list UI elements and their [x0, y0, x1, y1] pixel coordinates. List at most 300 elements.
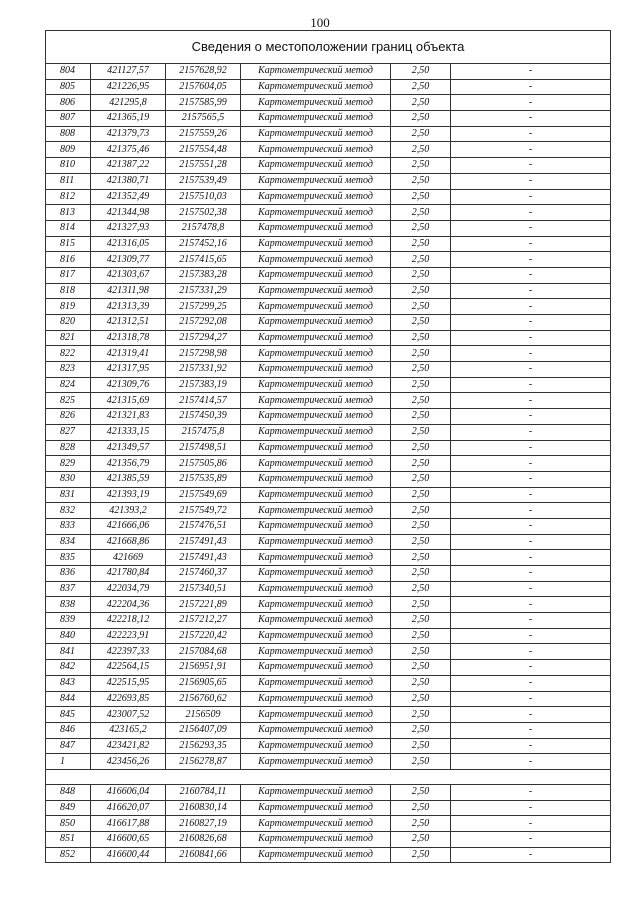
accuracy-cell: 2,50 — [391, 315, 451, 331]
table-row — [46, 126, 611, 142]
method-cell: Картометрический метод — [241, 581, 391, 597]
y-coordinate-cell: 2157383,19 — [166, 377, 241, 393]
description-cell: - — [451, 362, 611, 378]
accuracy-cell: 2,50 — [391, 707, 451, 723]
description-cell: - — [451, 299, 611, 315]
table-row — [46, 456, 611, 472]
method-cell: Картометрический метод — [241, 456, 391, 472]
description-cell: - — [451, 158, 611, 174]
accuracy-cell: 2,50 — [391, 613, 451, 629]
point-number-cell: 818 — [46, 283, 91, 299]
table-row — [46, 832, 611, 848]
description-cell: - — [451, 675, 611, 691]
description-cell: - — [451, 738, 611, 754]
description-cell: - — [451, 784, 611, 800]
description-cell: - — [451, 816, 611, 832]
point-number-cell: 852 — [46, 847, 91, 863]
description-cell: - — [451, 518, 611, 534]
accuracy-cell: 2,50 — [391, 754, 451, 770]
description-cell: - — [451, 832, 611, 848]
method-cell: Картометрический метод — [241, 142, 391, 158]
table-row — [46, 189, 611, 205]
y-coordinate-cell: 2157549,69 — [166, 487, 241, 503]
point-number-cell: 843 — [46, 675, 91, 691]
description-cell: - — [451, 409, 611, 425]
x-coordinate-cell: 421317,95 — [91, 362, 166, 378]
x-coordinate-cell: 421666,06 — [91, 518, 166, 534]
point-number-cell: 836 — [46, 566, 91, 582]
table-row — [46, 566, 611, 582]
table-row — [46, 252, 611, 268]
point-number-cell: 821 — [46, 330, 91, 346]
accuracy-cell: 2,50 — [391, 738, 451, 754]
accuracy-cell: 2,50 — [391, 581, 451, 597]
table-row — [46, 393, 611, 409]
x-coordinate-cell: 421312,51 — [91, 315, 166, 331]
x-coordinate-cell: 421387,22 — [91, 158, 166, 174]
x-coordinate-cell: 421365,19 — [91, 111, 166, 127]
point-number-cell: 839 — [46, 613, 91, 629]
table-row — [46, 487, 611, 503]
y-coordinate-cell: 2157452,16 — [166, 236, 241, 252]
accuracy-cell: 2,50 — [391, 64, 451, 80]
x-coordinate-cell: 421379,73 — [91, 126, 166, 142]
method-cell: Картометрический метод — [241, 267, 391, 283]
x-coordinate-cell: 422693,85 — [91, 691, 166, 707]
accuracy-cell: 2,50 — [391, 784, 451, 800]
point-number-cell: 842 — [46, 660, 91, 676]
accuracy-cell: 2,50 — [391, 267, 451, 283]
x-coordinate-cell: 421321,83 — [91, 409, 166, 425]
x-coordinate-cell: 421318,78 — [91, 330, 166, 346]
y-coordinate-cell: 2157505,86 — [166, 456, 241, 472]
description-cell: - — [451, 236, 611, 252]
method-cell: Картометрический метод — [241, 784, 391, 800]
table-row — [46, 362, 611, 378]
y-coordinate-cell: 2157559,26 — [166, 126, 241, 142]
description-cell: - — [451, 283, 611, 299]
boundary-table-body — [46, 31, 611, 863]
description-cell: - — [451, 566, 611, 582]
accuracy-cell: 2,50 — [391, 550, 451, 566]
table-row — [46, 111, 611, 127]
point-number-cell: 820 — [46, 315, 91, 331]
x-coordinate-cell: 422034,79 — [91, 581, 166, 597]
x-coordinate-cell: 421313,39 — [91, 299, 166, 315]
accuracy-cell: 2,50 — [391, 79, 451, 95]
x-coordinate-cell: 421668,86 — [91, 534, 166, 550]
table-row — [46, 377, 611, 393]
x-coordinate-cell: 421309,77 — [91, 252, 166, 268]
point-number-cell: 817 — [46, 267, 91, 283]
accuracy-cell: 2,50 — [391, 205, 451, 221]
boundary-table-container — [45, 30, 610, 863]
description-cell: - — [451, 377, 611, 393]
table-row — [46, 800, 611, 816]
accuracy-cell: 2,50 — [391, 487, 451, 503]
x-coordinate-cell: 416617,88 — [91, 816, 166, 832]
description-cell: - — [451, 471, 611, 487]
y-coordinate-cell: 2157510,03 — [166, 189, 241, 205]
description-cell: - — [451, 597, 611, 613]
accuracy-cell: 2,50 — [391, 252, 451, 268]
x-coordinate-cell: 421375,46 — [91, 142, 166, 158]
y-coordinate-cell: 2157491,43 — [166, 534, 241, 550]
y-coordinate-cell: 2156407,09 — [166, 722, 241, 738]
y-coordinate-cell: 2156509 — [166, 707, 241, 723]
table-row — [46, 534, 611, 550]
y-coordinate-cell: 2157585,99 — [166, 95, 241, 111]
x-coordinate-cell: 416620,07 — [91, 800, 166, 816]
table-row — [46, 738, 611, 754]
method-cell: Картометрический метод — [241, 79, 391, 95]
x-coordinate-cell: 421327,93 — [91, 220, 166, 236]
point-number-cell: 806 — [46, 95, 91, 111]
accuracy-cell: 2,50 — [391, 628, 451, 644]
point-number-cell: 846 — [46, 722, 91, 738]
x-coordinate-cell: 421315,69 — [91, 393, 166, 409]
table-row — [46, 424, 611, 440]
point-number-cell: 804 — [46, 64, 91, 80]
accuracy-cell: 2,50 — [391, 362, 451, 378]
x-coordinate-cell: 422564,15 — [91, 660, 166, 676]
method-cell: Картометрический метод — [241, 503, 391, 519]
point-number-cell: 810 — [46, 158, 91, 174]
accuracy-cell: 2,50 — [391, 832, 451, 848]
table-row — [46, 628, 611, 644]
method-cell: Картометрический метод — [241, 597, 391, 613]
method-cell: Картометрический метод — [241, 158, 391, 174]
accuracy-cell: 2,50 — [391, 126, 451, 142]
description-cell: - — [451, 267, 611, 283]
description-cell: - — [451, 111, 611, 127]
x-coordinate-cell: 416600,44 — [91, 847, 166, 863]
table-row — [46, 79, 611, 95]
x-coordinate-cell: 421380,71 — [91, 173, 166, 189]
accuracy-cell: 2,50 — [391, 393, 451, 409]
table-row — [46, 784, 611, 800]
description-cell: - — [451, 691, 611, 707]
point-number-cell: 825 — [46, 393, 91, 409]
y-coordinate-cell: 2157415,65 — [166, 252, 241, 268]
accuracy-cell: 2,50 — [391, 95, 451, 111]
method-cell: Картометрический метод — [241, 487, 391, 503]
point-number-cell: 850 — [46, 816, 91, 832]
accuracy-cell: 2,50 — [391, 189, 451, 205]
description-cell: - — [451, 487, 611, 503]
y-coordinate-cell: 2157549,72 — [166, 503, 241, 519]
y-coordinate-cell: 2157539,49 — [166, 173, 241, 189]
accuracy-cell: 2,50 — [391, 691, 451, 707]
x-coordinate-cell: 423456,26 — [91, 754, 166, 770]
table-row — [46, 691, 611, 707]
description-cell: - — [451, 644, 611, 660]
boundary-table — [45, 30, 611, 863]
method-cell: Картометрический метод — [241, 566, 391, 582]
y-coordinate-cell: 2160784,11 — [166, 784, 241, 800]
point-number-cell: 838 — [46, 597, 91, 613]
table-row — [46, 95, 611, 111]
description-cell: - — [451, 205, 611, 221]
table-row — [46, 847, 611, 863]
x-coordinate-cell: 421311,98 — [91, 283, 166, 299]
y-coordinate-cell: 2157292,08 — [166, 315, 241, 331]
method-cell: Картометрический метод — [241, 362, 391, 378]
point-number-cell: 805 — [46, 79, 91, 95]
y-coordinate-cell: 2157498,51 — [166, 440, 241, 456]
point-number-cell: 844 — [46, 691, 91, 707]
y-coordinate-cell: 2160841,66 — [166, 847, 241, 863]
method-cell: Картометрический метод — [241, 691, 391, 707]
method-cell: Картометрический метод — [241, 126, 391, 142]
table-row — [46, 613, 611, 629]
method-cell: Картометрический метод — [241, 393, 391, 409]
table-title: Сведения о местоположении границ объекта — [46, 31, 611, 64]
x-coordinate-cell: 423007,52 — [91, 707, 166, 723]
method-cell: Картометрический метод — [241, 722, 391, 738]
method-cell: Картометрический метод — [241, 330, 391, 346]
y-coordinate-cell: 2157299,25 — [166, 299, 241, 315]
group-separator-row — [46, 769, 611, 784]
method-cell: Картометрический метод — [241, 518, 391, 534]
table-row — [46, 518, 611, 534]
method-cell: Картометрический метод — [241, 847, 391, 863]
accuracy-cell: 2,50 — [391, 660, 451, 676]
accuracy-cell: 2,50 — [391, 424, 451, 440]
point-number-cell: 832 — [46, 503, 91, 519]
point-number-cell: 848 — [46, 784, 91, 800]
description-cell: - — [451, 800, 611, 816]
table-row — [46, 173, 611, 189]
point-number-cell: 811 — [46, 173, 91, 189]
point-number-cell: 841 — [46, 644, 91, 660]
description-cell: - — [451, 628, 611, 644]
point-number-cell: 813 — [46, 205, 91, 221]
description-cell: - — [451, 346, 611, 362]
y-coordinate-cell: 2160830,14 — [166, 800, 241, 816]
y-coordinate-cell: 2157294,27 — [166, 330, 241, 346]
description-cell: - — [451, 707, 611, 723]
table-row — [46, 440, 611, 456]
accuracy-cell: 2,50 — [391, 471, 451, 487]
accuracy-cell: 2,50 — [391, 330, 451, 346]
accuracy-cell: 2,50 — [391, 173, 451, 189]
y-coordinate-cell: 2157604,05 — [166, 79, 241, 95]
y-coordinate-cell: 2157478,8 — [166, 220, 241, 236]
method-cell: Картометрический метод — [241, 832, 391, 848]
accuracy-cell: 2,50 — [391, 675, 451, 691]
method-cell: Картометрический метод — [241, 550, 391, 566]
method-cell: Картометрический метод — [241, 424, 391, 440]
y-coordinate-cell: 2157502,38 — [166, 205, 241, 221]
table-row — [46, 597, 611, 613]
point-number-cell: 823 — [46, 362, 91, 378]
accuracy-cell: 2,50 — [391, 158, 451, 174]
description-cell: - — [451, 330, 611, 346]
point-number-cell: 824 — [46, 377, 91, 393]
table-row — [46, 581, 611, 597]
accuracy-cell: 2,50 — [391, 597, 451, 613]
method-cell: Картометрический метод — [241, 660, 391, 676]
table-row — [46, 236, 611, 252]
point-number-cell: 849 — [46, 800, 91, 816]
accuracy-cell: 2,50 — [391, 816, 451, 832]
method-cell: Картометрический метод — [241, 440, 391, 456]
table-row — [46, 283, 611, 299]
description-cell: - — [451, 220, 611, 236]
point-number-cell: 812 — [46, 189, 91, 205]
x-coordinate-cell: 421393,2 — [91, 503, 166, 519]
y-coordinate-cell: 2156293,35 — [166, 738, 241, 754]
table-row — [46, 675, 611, 691]
accuracy-cell: 2,50 — [391, 644, 451, 660]
point-number-cell: 807 — [46, 111, 91, 127]
method-cell: Картометрический метод — [241, 754, 391, 770]
description-cell: - — [451, 613, 611, 629]
accuracy-cell: 2,50 — [391, 220, 451, 236]
accuracy-cell: 2,50 — [391, 409, 451, 425]
point-number-cell: 837 — [46, 581, 91, 597]
table-row — [46, 315, 611, 331]
description-cell: - — [451, 440, 611, 456]
method-cell: Картометрический метод — [241, 189, 391, 205]
group-separator-cell — [46, 769, 611, 784]
y-coordinate-cell: 2157450,39 — [166, 409, 241, 425]
x-coordinate-cell: 421303,67 — [91, 267, 166, 283]
accuracy-cell: 2,50 — [391, 566, 451, 582]
method-cell: Картометрический метод — [241, 628, 391, 644]
point-number-cell: 834 — [46, 534, 91, 550]
method-cell: Картометрический метод — [241, 644, 391, 660]
method-cell: Картометрический метод — [241, 346, 391, 362]
description-cell: - — [451, 79, 611, 95]
point-number-cell: 826 — [46, 409, 91, 425]
page-number: 100 — [310, 15, 330, 30]
x-coordinate-cell: 421295,8 — [91, 95, 166, 111]
method-cell: Картометрический метод — [241, 534, 391, 550]
x-coordinate-cell: 422515,95 — [91, 675, 166, 691]
x-coordinate-cell: 421780,84 — [91, 566, 166, 582]
y-coordinate-cell: 2157476,51 — [166, 518, 241, 534]
table-row — [46, 707, 611, 723]
table-row — [46, 142, 611, 158]
table-row — [46, 754, 611, 770]
method-cell: Картометрический метод — [241, 252, 391, 268]
point-number-cell: 828 — [46, 440, 91, 456]
description-cell: - — [451, 754, 611, 770]
description-cell: - — [451, 503, 611, 519]
y-coordinate-cell: 2157551,28 — [166, 158, 241, 174]
method-cell: Картометрический метод — [241, 205, 391, 221]
accuracy-cell: 2,50 — [391, 283, 451, 299]
description-cell: - — [451, 424, 611, 440]
method-cell: Картометрический метод — [241, 220, 391, 236]
method-cell: Картометрический метод — [241, 613, 391, 629]
x-coordinate-cell: 421385,59 — [91, 471, 166, 487]
x-coordinate-cell: 422204,36 — [91, 597, 166, 613]
y-coordinate-cell: 2156951,91 — [166, 660, 241, 676]
method-cell: Картометрический метод — [241, 707, 391, 723]
method-cell: Картометрический метод — [241, 675, 391, 691]
x-coordinate-cell: 421333,15 — [91, 424, 166, 440]
table-row — [46, 158, 611, 174]
point-number-cell: 819 — [46, 299, 91, 315]
y-coordinate-cell: 2157535,89 — [166, 471, 241, 487]
description-cell: - — [451, 189, 611, 205]
y-coordinate-cell: 2157628,92 — [166, 64, 241, 80]
description-cell: - — [451, 550, 611, 566]
y-coordinate-cell: 2156905,65 — [166, 675, 241, 691]
y-coordinate-cell: 2157298,98 — [166, 346, 241, 362]
x-coordinate-cell: 421349,57 — [91, 440, 166, 456]
method-cell: Картометрический метод — [241, 95, 391, 111]
description-cell: - — [451, 534, 611, 550]
accuracy-cell: 2,50 — [391, 534, 451, 550]
x-coordinate-cell: 421352,49 — [91, 189, 166, 205]
y-coordinate-cell: 2157460,37 — [166, 566, 241, 582]
point-number-cell: 830 — [46, 471, 91, 487]
y-coordinate-cell: 2157220,42 — [166, 628, 241, 644]
y-coordinate-cell: 2156278,87 — [166, 754, 241, 770]
table-row — [46, 205, 611, 221]
table-row — [46, 267, 611, 283]
point-number-cell: 847 — [46, 738, 91, 754]
x-coordinate-cell: 422218,12 — [91, 613, 166, 629]
x-coordinate-cell: 422397,33 — [91, 644, 166, 660]
x-coordinate-cell: 421309,76 — [91, 377, 166, 393]
point-number-cell: 808 — [46, 126, 91, 142]
y-coordinate-cell: 2157212,27 — [166, 613, 241, 629]
y-coordinate-cell: 2157383,28 — [166, 267, 241, 283]
accuracy-cell: 2,50 — [391, 847, 451, 863]
method-cell: Картометрический метод — [241, 173, 391, 189]
x-coordinate-cell: 421356,79 — [91, 456, 166, 472]
y-coordinate-cell: 2157475,8 — [166, 424, 241, 440]
table-row — [46, 550, 611, 566]
description-cell: - — [451, 173, 611, 189]
description-cell: - — [451, 252, 611, 268]
x-coordinate-cell: 416606,04 — [91, 784, 166, 800]
point-number-cell: 815 — [46, 236, 91, 252]
point-number-cell: 822 — [46, 346, 91, 362]
point-number-cell: 1 — [46, 754, 91, 770]
point-number-cell: 829 — [46, 456, 91, 472]
point-number-cell: 833 — [46, 518, 91, 534]
x-coordinate-cell: 422223,91 — [91, 628, 166, 644]
point-number-cell: 851 — [46, 832, 91, 848]
x-coordinate-cell: 421127,57 — [91, 64, 166, 80]
y-coordinate-cell: 2157414,57 — [166, 393, 241, 409]
accuracy-cell: 2,50 — [391, 518, 451, 534]
description-cell: - — [451, 847, 611, 863]
accuracy-cell: 2,50 — [391, 377, 451, 393]
y-coordinate-cell: 2157331,29 — [166, 283, 241, 299]
method-cell: Картометрический метод — [241, 111, 391, 127]
accuracy-cell: 2,50 — [391, 722, 451, 738]
x-coordinate-cell: 421319,41 — [91, 346, 166, 362]
description-cell: - — [451, 456, 611, 472]
description-cell: - — [451, 393, 611, 409]
description-cell: - — [451, 142, 611, 158]
x-coordinate-cell: 421344,98 — [91, 205, 166, 221]
method-cell: Картометрический метод — [241, 315, 391, 331]
method-cell: Картометрический метод — [241, 816, 391, 832]
x-coordinate-cell: 416600,65 — [91, 832, 166, 848]
y-coordinate-cell: 2157221,89 — [166, 597, 241, 613]
point-number-cell: 814 — [46, 220, 91, 236]
table-row — [46, 346, 611, 362]
table-title-row — [46, 31, 611, 64]
